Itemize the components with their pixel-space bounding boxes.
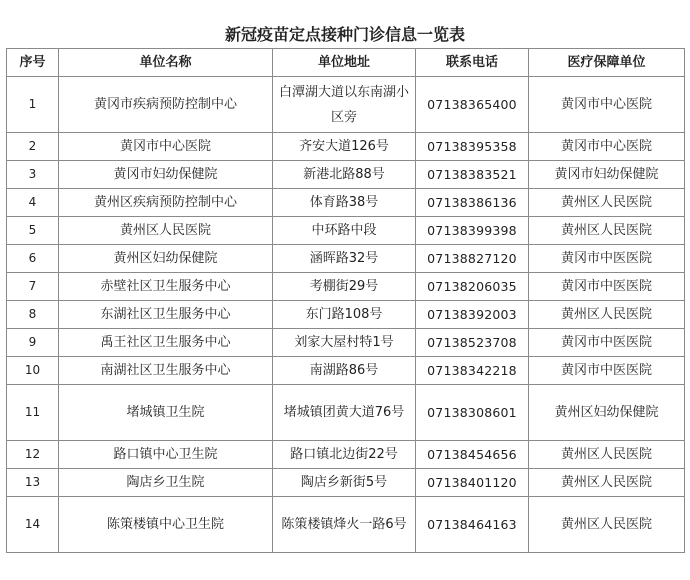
cell-serial-number: 4 [7, 189, 59, 217]
table-row [7, 329, 685, 357]
cell-contact-phone: 07138342218 [416, 357, 529, 385]
cell-medical-support-unit: 黄州区人民医院 [529, 469, 685, 497]
cell-unit-name: 东湖社区卫生服务中心 [59, 301, 273, 329]
cell-medical-support-unit: 黄冈市中心医院 [529, 133, 685, 161]
cell-unit-address: 考棚街29号 [273, 273, 416, 301]
cell-medical-support-unit: 黄州区人民医院 [529, 217, 685, 245]
cell-contact-phone: 07138464163 [416, 497, 529, 553]
table-body [7, 77, 685, 553]
cell-serial-number: 1 [7, 77, 59, 133]
cell-serial-number: 10 [7, 357, 59, 385]
cell-unit-address: 陶店乡新街5号 [273, 469, 416, 497]
cell-unit-address: 陈策楼镇烽火一路6号 [273, 497, 416, 553]
cell-contact-phone: 07138308601 [416, 385, 529, 441]
cell-medical-support-unit: 黄冈市中医医院 [529, 357, 685, 385]
cell-serial-number: 13 [7, 469, 59, 497]
cell-serial-number: 8 [7, 301, 59, 329]
cell-contact-phone: 07138395358 [416, 133, 529, 161]
cell-unit-address: 路口镇北边街22号 [273, 441, 416, 469]
cell-unit-name: 黄冈市中心医院 [59, 133, 273, 161]
table-row [7, 357, 685, 385]
cell-contact-phone: 07138523708 [416, 329, 529, 357]
cell-serial-number: 5 [7, 217, 59, 245]
cell-serial-number: 12 [7, 441, 59, 469]
table-row [7, 161, 685, 189]
cell-serial-number: 6 [7, 245, 59, 273]
table-row [7, 133, 685, 161]
cell-medical-support-unit: 黄冈市中医医院 [529, 329, 685, 357]
header-contact-phone: 联系电话 [416, 49, 529, 77]
header-serial-number: 序号 [7, 49, 59, 77]
cell-contact-phone: 07138392003 [416, 301, 529, 329]
cell-unit-address: 齐安大道126号 [273, 133, 416, 161]
cell-medical-support-unit: 黄冈市中医医院 [529, 273, 685, 301]
table-header-row [7, 49, 685, 77]
page-title: 新冠疫苗定点接种门诊信息一览表 [224, 25, 465, 44]
table-row [7, 189, 685, 217]
cell-contact-phone: 07138401120 [416, 469, 529, 497]
cell-serial-number: 14 [7, 497, 59, 553]
cell-medical-support-unit: 黄州区人民医院 [529, 301, 685, 329]
cell-serial-number: 9 [7, 329, 59, 357]
cell-serial-number: 11 [7, 385, 59, 441]
cell-contact-phone: 07138383521 [416, 161, 529, 189]
table-row [7, 497, 685, 553]
cell-contact-phone: 07138206035 [416, 273, 529, 301]
cell-contact-phone: 07138454656 [416, 441, 529, 469]
cell-unit-address: 新港北路88号 [273, 161, 416, 189]
vaccination-clinic-table [6, 48, 685, 553]
cell-medical-support-unit: 黄冈市中心医院 [529, 77, 685, 133]
cell-serial-number: 7 [7, 273, 59, 301]
cell-unit-name: 黄冈市疾病预防控制中心 [59, 77, 273, 133]
cell-unit-name: 路口镇中心卫生院 [59, 441, 273, 469]
cell-contact-phone: 07138386136 [416, 189, 529, 217]
cell-unit-address: 东门路108号 [273, 301, 416, 329]
cell-unit-address: 涵晖路32号 [273, 245, 416, 273]
table-row [7, 245, 685, 273]
cell-medical-support-unit: 黄州区人民医院 [529, 497, 685, 553]
cell-serial-number: 2 [7, 133, 59, 161]
cell-contact-phone: 07138399398 [416, 217, 529, 245]
cell-unit-address: 中环路中段 [273, 217, 416, 245]
cell-medical-support-unit: 黄冈市妇幼保健院 [529, 161, 685, 189]
cell-unit-name: 陶店乡卫生院 [59, 469, 273, 497]
header-unit-name: 单位名称 [59, 49, 273, 77]
cell-contact-phone: 07138827120 [416, 245, 529, 273]
cell-unit-name: 禹王社区卫生服务中心 [59, 329, 273, 357]
cell-serial-number: 3 [7, 161, 59, 189]
cell-unit-name: 黄州区疾病预防控制中心 [59, 189, 273, 217]
header-medical-support-unit: 医疗保障单位 [529, 49, 685, 77]
header-unit-address: 单位地址 [273, 49, 416, 77]
cell-unit-name: 陈策楼镇中心卫生院 [59, 497, 273, 553]
table-row [7, 217, 685, 245]
cell-unit-name: 黄州区妇幼保健院 [59, 245, 273, 273]
cell-unit-address: 体育路38号 [273, 189, 416, 217]
cell-medical-support-unit: 黄州区人民医院 [529, 441, 685, 469]
cell-unit-name: 黄州区人民医院 [59, 217, 273, 245]
cell-unit-name: 黄冈市妇幼保健院 [59, 161, 273, 189]
cell-unit-name: 堵城镇卫生院 [59, 385, 273, 441]
cell-medical-support-unit: 黄冈市中医医院 [529, 245, 685, 273]
cell-unit-address: 刘家大屋村特1号 [273, 329, 416, 357]
cell-unit-name: 南湖社区卫生服务中心 [59, 357, 273, 385]
table-row [7, 469, 685, 497]
cell-unit-address: 白潭湖大道以东南湖小区旁 [273, 77, 416, 133]
table-row [7, 77, 685, 133]
cell-unit-name: 赤壁社区卫生服务中心 [59, 273, 273, 301]
cell-contact-phone: 07138365400 [416, 77, 529, 133]
cell-medical-support-unit: 黄州区妇幼保健院 [529, 385, 685, 441]
table-row [7, 301, 685, 329]
cell-unit-address: 堵城镇团黄大道76号 [273, 385, 416, 441]
table-row [7, 441, 685, 469]
cell-unit-address: 南湖路86号 [273, 357, 416, 385]
cell-medical-support-unit: 黄州区人民医院 [529, 189, 685, 217]
table-row [7, 273, 685, 301]
table-row [7, 385, 685, 441]
